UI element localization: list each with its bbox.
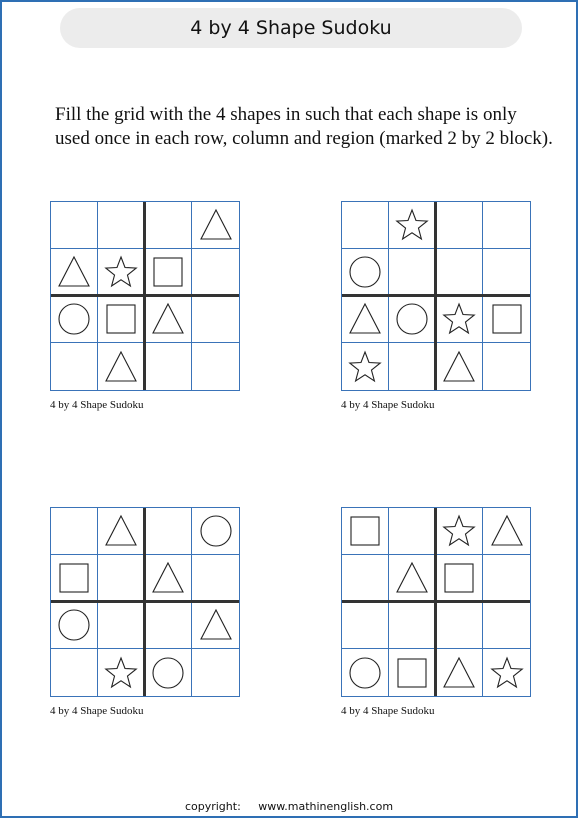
grid-cell[interactable] [342,649,389,696]
triangle-icon [103,349,139,385]
grid-cell[interactable] [98,296,145,343]
star-icon [347,349,383,385]
region-divider-horizontal [342,600,530,603]
grid-cell[interactable] [192,649,239,696]
triangle-icon [441,655,477,691]
circle-icon [56,607,92,643]
grid-cell[interactable] [192,296,239,343]
star-icon [441,513,477,549]
puzzle-caption: 4 by 4 Shape Sudoku [50,705,144,717]
square-icon [103,301,139,337]
grid-cell[interactable] [389,649,436,696]
grid-cell[interactable] [436,508,483,555]
grid-cell[interactable] [51,249,98,296]
grid-cell[interactable] [342,602,389,649]
triangle-icon [150,301,186,337]
grid-cell[interactable] [51,343,98,390]
grid-cell[interactable] [51,602,98,649]
grid-cell[interactable] [145,202,192,249]
grid-cell[interactable] [192,249,239,296]
grid-cell[interactable] [436,202,483,249]
triangle-icon [489,513,525,549]
grid-cell[interactable] [483,602,530,649]
triangle-icon [394,560,430,596]
grid-cell[interactable] [98,602,145,649]
grid-cell[interactable] [436,249,483,296]
grid-cell[interactable] [436,602,483,649]
grid-cell[interactable] [98,508,145,555]
grid-cell[interactable] [98,649,145,696]
grid-cell[interactable] [145,343,192,390]
grid-cell[interactable] [436,343,483,390]
puzzle-caption: 4 by 4 Shape Sudoku [341,399,435,411]
grid-cell[interactable] [51,296,98,343]
triangle-icon [103,513,139,549]
instructions-line-2: used once in each row, column and region (marked 2 by 2 block). [55,128,553,149]
grid-cell[interactable] [389,296,436,343]
grid-cell[interactable] [389,555,436,602]
sudoku-grid [341,201,531,391]
sudoku-grid [50,201,240,391]
triangle-icon [441,349,477,385]
star-icon [489,655,525,691]
puzzle-caption: 4 by 4 Shape Sudoku [341,705,435,717]
grid-cell[interactable] [389,508,436,555]
square-icon [394,655,430,691]
square-icon [56,560,92,596]
copyright-label: copyright: [184,800,241,813]
website-link[interactable]: www.mathinenglish.com [258,800,394,813]
grid-cell[interactable] [436,555,483,602]
circle-icon [347,254,383,290]
sudoku-puzzle-4 [341,507,531,717]
grid-cell[interactable] [145,649,192,696]
grid-cell[interactable] [145,249,192,296]
grid-cell[interactable] [98,555,145,602]
grid-cell[interactable] [483,296,530,343]
grid-cell[interactable] [389,202,436,249]
grid-cell[interactable] [98,343,145,390]
grid-cell[interactable] [342,555,389,602]
grid-cell[interactable] [436,649,483,696]
star-icon [103,655,139,691]
instructions [55,103,555,151]
grid-cell[interactable] [483,343,530,390]
sudoku-puzzle-2 [341,201,531,411]
grid-cell[interactable] [483,508,530,555]
grid-cell[interactable] [192,343,239,390]
circle-icon [394,301,430,337]
grid-cell[interactable] [483,555,530,602]
grid-cell[interactable] [51,649,98,696]
circle-icon [198,513,234,549]
square-icon [150,254,186,290]
circle-icon [347,655,383,691]
grid-cell[interactable] [51,202,98,249]
square-icon [489,301,525,337]
grid-cell[interactable] [145,296,192,343]
grid-cell[interactable] [98,202,145,249]
puzzle-caption: 4 by 4 Shape Sudoku [50,399,144,411]
grid-cell[interactable] [342,202,389,249]
grid-cell[interactable] [389,602,436,649]
star-icon [103,254,139,290]
grid-cell[interactable] [98,249,145,296]
grid-cell[interactable] [145,555,192,602]
grid-cell[interactable] [342,296,389,343]
triangle-icon [56,254,92,290]
grid-cell[interactable] [389,343,436,390]
triangle-icon [150,560,186,596]
grid-cell[interactable] [389,249,436,296]
star-icon [394,207,430,243]
grid-cell[interactable] [342,249,389,296]
circle-icon [150,655,186,691]
grid-cell[interactable] [192,602,239,649]
grid-cell[interactable] [51,508,98,555]
sudoku-puzzle-3 [50,507,240,717]
footer [2,800,576,813]
triangle-icon [198,607,234,643]
grid-cell[interactable] [145,602,192,649]
square-icon [441,560,477,596]
sudoku-grid [50,507,240,697]
grid-cell[interactable] [342,508,389,555]
square-icon [347,513,383,549]
page-title: 4 by 4 Shape Sudoku [60,8,522,48]
region-divider-horizontal [51,294,239,297]
grid-cell[interactable] [192,508,239,555]
grid-cell[interactable] [342,343,389,390]
triangle-icon [347,301,383,337]
grid-cell[interactable] [51,555,98,602]
grid-cell[interactable] [483,249,530,296]
instructions-line-1: Fill the grid with the 4 shapes in such that each shape is only [55,104,517,125]
grid-cell[interactable] [436,296,483,343]
grid-cell[interactable] [192,202,239,249]
grid-cell[interactable] [483,649,530,696]
sudoku-puzzle-1 [50,201,240,411]
grid-cell[interactable] [145,508,192,555]
circle-icon [56,301,92,337]
star-icon [441,301,477,337]
region-divider-horizontal [342,294,530,297]
grid-cell[interactable] [483,202,530,249]
region-divider-horizontal [51,600,239,603]
grid-cell[interactable] [192,555,239,602]
sudoku-grid [341,507,531,697]
triangle-icon [198,207,234,243]
